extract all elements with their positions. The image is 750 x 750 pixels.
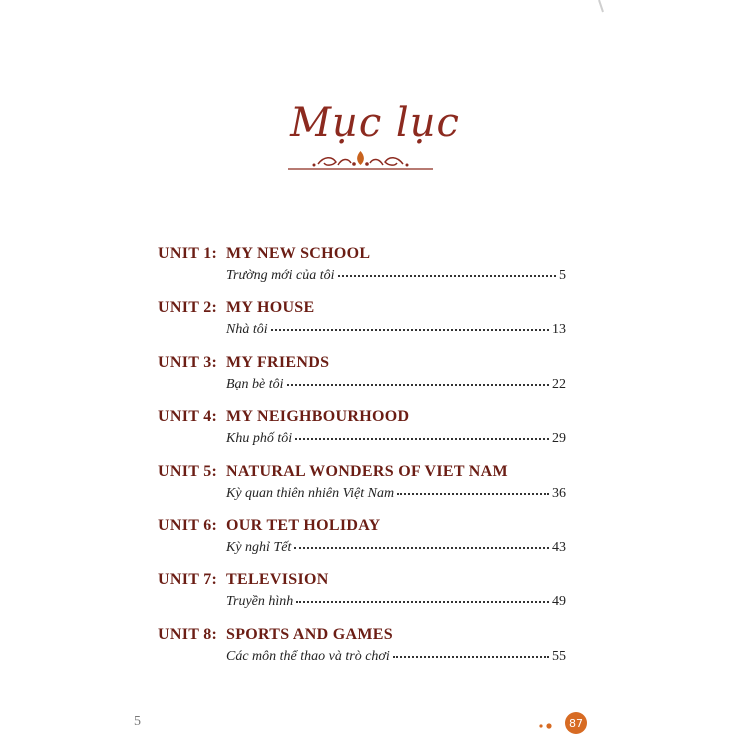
dot-leader — [271, 325, 549, 331]
unit-subtitle: Kỳ nghỉ Tết — [226, 539, 292, 555]
page-number: 22 — [552, 376, 566, 392]
page-number: 43 — [552, 539, 566, 555]
unit-subtitle-row — [226, 594, 566, 610]
unit-number: UNIT 2: — [158, 299, 218, 317]
unit-subtitle-row — [226, 268, 566, 284]
page-number: 5 — [559, 268, 566, 283]
page-title: Mục lục — [290, 100, 460, 146]
unit-title: TELEVISION — [226, 571, 329, 589]
unit-subtitle: Nhà tôi — [226, 322, 268, 338]
page-number: 49 — [552, 594, 566, 610]
unit-subtitle-row — [226, 649, 566, 665]
unit-number: UNIT 1: — [158, 245, 218, 262]
toc-entry-unit-4 — [158, 408, 568, 462]
unit-number: UNIT 6: — [158, 516, 218, 534]
unit-subtitle-row — [226, 540, 566, 556]
unit-subtitle: Các môn thể thao và trò chơi — [226, 648, 390, 664]
unit-subtitle-row — [226, 322, 566, 338]
unit-number: UNIT 3: — [158, 353, 218, 371]
unit-subtitle: Khu phố tôi — [226, 431, 293, 447]
unit-title: SPORTS AND GAMES — [226, 625, 393, 643]
dot-leader — [294, 543, 549, 549]
unit-number: UNIT 7: — [158, 571, 218, 589]
toc-entry-unit-2 — [158, 299, 568, 353]
page-number: 13 — [552, 322, 566, 338]
unit-title: MY FRIENDS — [226, 353, 330, 371]
table-of-contents — [158, 245, 568, 680]
unit-title: MY HOUSE — [226, 299, 315, 317]
folio-dots-icon — [537, 720, 565, 732]
unit-number: UNIT 5: — [158, 462, 218, 480]
floral-divider-icon — [288, 148, 433, 176]
page-number: 55 — [552, 648, 566, 664]
dot-leader — [393, 652, 549, 658]
toc-entry-unit-7 — [158, 571, 568, 625]
unit-subtitle-row — [226, 377, 566, 393]
toc-entry-unit-3 — [158, 354, 568, 408]
unit-number: UNIT 4: — [158, 408, 218, 426]
toc-entry-unit-5 — [158, 463, 568, 517]
unit-title: NATURAL WONDERS OF VIET NAM — [226, 462, 508, 480]
unit-subtitle: Bạn bè tôi — [226, 376, 284, 392]
unit-number: UNIT 8: — [158, 625, 218, 643]
corner-mark — [597, 0, 607, 16]
unit-subtitle-row — [226, 431, 566, 447]
dot-leader — [338, 271, 556, 277]
page-number: 29 — [552, 431, 566, 447]
dot-leader — [287, 380, 549, 386]
unit-subtitle-row — [226, 486, 566, 502]
folio-page-number: 87 — [565, 712, 587, 734]
toc-entry-unit-8 — [158, 626, 568, 680]
unit-subtitle: Truyền hình — [226, 594, 294, 610]
unit-title: MY NEIGHBOURHOOD — [226, 408, 410, 426]
toc-entry-unit-1 — [158, 245, 568, 299]
edge-mark: 5 — [134, 714, 141, 729]
unit-title: MY NEW SCHOOL — [226, 245, 371, 262]
dot-leader — [295, 434, 549, 440]
dot-leader — [296, 597, 549, 603]
page-number: 36 — [552, 485, 566, 501]
unit-subtitle: Trường mới của tôi — [226, 268, 335, 283]
dot-leader — [397, 489, 549, 495]
unit-title: OUR TET HOLIDAY — [226, 516, 381, 534]
unit-subtitle: Kỳ quan thiên nhiên Việt Nam — [226, 485, 395, 501]
toc-entry-unit-6 — [158, 517, 568, 571]
